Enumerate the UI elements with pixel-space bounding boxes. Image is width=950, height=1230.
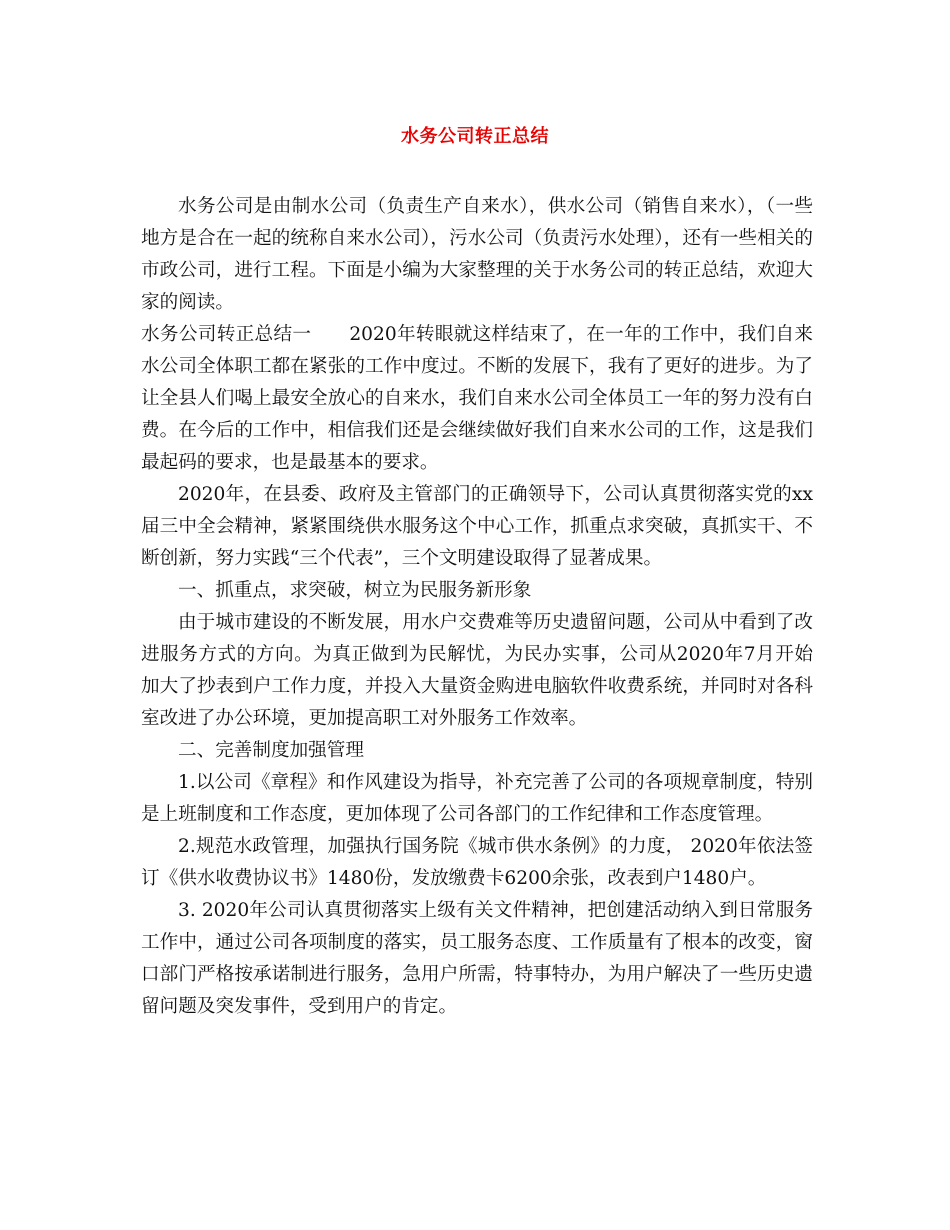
document-body bbox=[141, 191, 813, 1023]
paragraph-2020: 2020年，在县委、政府及主管部门的正确领导下，公司认真贯彻落实党的xx届三中全会精神，紧紧围绕供水服务这个中心工作，抓重点求突破，真抓实干、不断创新，努力实践“三个代表”，三个文明建设取得了显著成果。 bbox=[141, 484, 813, 569]
document-title: 水务公司转正总结 bbox=[401, 126, 549, 147]
section-paragraph bbox=[141, 319, 813, 479]
section-heading: 水务公司转正总结一 bbox=[141, 324, 312, 345]
list-item-3: 3. 2020年公司认真贯彻落实上级有关文件精神，把创建活动纳入到日常服务工作中，通过公司各项制度的落实，员工服务态度、工作质量有了根本的改变，窗口部门严格按承诺制进行服务，急用户所需，特事特办，为用户解决了一些历史遗留问题及突发事件，受到用户的肯定。 bbox=[141, 900, 813, 1017]
section-text: 2020年转眼就这样结束了，在一年的工作中，我们自来水公司全体职工都在紧张的工作中度过。不断的发展下，我有了更好的进步。为了让全县人们喝上最安全放心的自来水，我们自来水公司全体员工一年的努力没有白费。在今后的工作中，相信我们还是会继续做好我们自来水公司的工作，这是我们最起码的要求，也是最基本的要求。 bbox=[141, 324, 813, 473]
heading-two: 二、完善制度加强管理 bbox=[178, 740, 364, 761]
list-item-2: 2.规范水政管理，加强执行国务院《城市供水条例》的力度， 2020年依法签订《供水收费协议书》1480份，发放缴费卡6200余张，改表到户1480户。 bbox=[141, 836, 813, 889]
heading-one: 一、抓重点，求突破，树立为民服务新形象 bbox=[178, 580, 532, 601]
intro-paragraph: 水务公司是由制水公司（负责生产自来水），供水公司（销售自来水），（一些地方是合在一起的统称自来水公司），污水公司（负责污水处理），还有一些相关的市政公司，进行工程。下面是小编为大家整理的关于水务公司的转正总结，欢迎大家的阅读。 bbox=[141, 196, 813, 313]
list-item-1: 1.以公司《章程》和作风建设为指导，补充完善了公司的各项规章制度，特别是上班制度和工作态度，更加体现了公司各部门的工作纪律和工作态度管理。 bbox=[141, 772, 813, 825]
paragraph-one: 由于城市建设的不断发展，用水户交费难等历史遗留问题，公司从中看到了改进服务方式的方向。为真正做到为民解忧，为民办实事，公司从2020年7月开始加大了抄表到户工作力度，并投入大量资金购进电脑软件收费系统，并同时对各科室改进了办公环境，更加提高职工对外服务工作效率。 bbox=[141, 612, 813, 729]
